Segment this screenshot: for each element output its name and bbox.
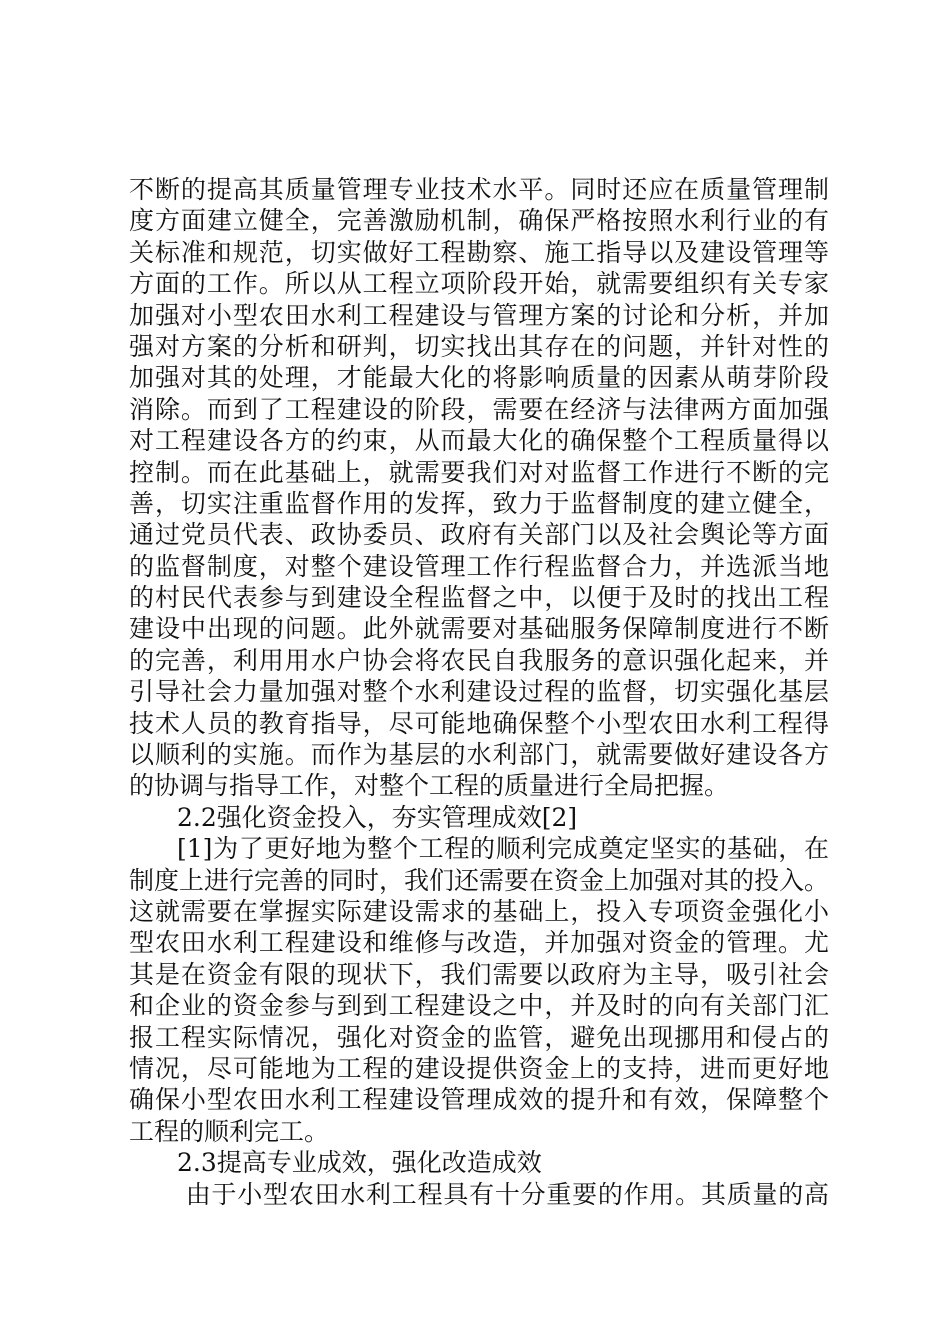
paragraph-1-line: 强对方案的分析和研判，切实找出其存在的问题，并针对性的	[129, 331, 829, 361]
paragraph-1-line: 加强对小型农田水利工程建设与管理方案的讨论和分析，并加	[129, 300, 829, 330]
paragraph-2-line: 报工程实际情况，强化对资金的监管，避免出现挪用和侵占的	[129, 1022, 829, 1052]
paragraph-1-line: 的村民代表参与到建设全程监督之中，以便于及时的找出工程	[129, 583, 829, 613]
paragraph-1-line: 关标准和规范，切实做好工程勘察、施工指导以及建设管理等	[129, 237, 829, 267]
paragraph-1-line: 的完善，利用用水户协会将农民自我服务的意识强化起来，并	[129, 645, 829, 675]
section-heading-2-2: 2.2强化资金投入，夯实管理成效[2]	[177, 802, 578, 832]
paragraph-1-line: 技术人员的教育指导，尽可能地确保整个小型农田水利工程得	[129, 708, 829, 738]
paragraph-2-line: 这就需要在掌握实际建设需求的基础上，投入专项资金强化小	[129, 896, 829, 926]
paragraph-1-line: 控制。而在此基础上，就需要我们对对监督工作进行不断的完	[129, 457, 829, 487]
paragraph-3-line: 由于小型农田水利工程具有十分重要的作用。其质量的高	[177, 1179, 829, 1209]
section-heading-2-3: 2.3提高专业成效，强化改造成效	[177, 1148, 542, 1178]
paragraph-2-line: 确保小型农田水利工程建设管理成效的提升和有效，保障整个	[129, 1085, 829, 1115]
document-body	[129, 174, 829, 1210]
paragraph-1-line: 建设中出现的问题。此外就需要对基础服务保障制度进行不断	[129, 614, 829, 644]
paragraph-2-line: 工程的顺利完工。	[129, 1116, 330, 1146]
paragraph-1-line: 通过党员代表、政协委员、政府有关部门以及社会舆论等方面	[129, 520, 829, 550]
paragraph-2-line: 制度上进行完善的同时，我们还需要在资金上加强对其的投入。	[129, 865, 830, 895]
paragraph-2-line: [1]为了更好地为整个工程的顺利完成奠定坚实的基础，在	[177, 834, 829, 864]
paragraph-2-line: 情况，尽可能地为工程的建设提供资金上的支持，进而更好地	[129, 1053, 829, 1083]
paragraph-2-line: 和企业的资金参与到到工程建设之中，并及时的向有关部门汇	[129, 991, 829, 1021]
paragraph-1-line: 善，切实注重监督作用的发挥，致力于监督制度的建立健全，	[129, 488, 829, 518]
paragraph-1-line: 对工程建设各方的约束，从而最大化的确保整个工程质量得以	[129, 426, 829, 456]
paragraph-1-line: 加强对其的处理，才能最大化的将影响质量的因素从萌芽阶段	[129, 363, 829, 393]
paragraph-1-line: 消除。而到了工程建设的阶段，需要在经济与法律两方面加强	[129, 394, 829, 424]
paragraph-2-line: 其是在资金有限的现状下，我们需要以政府为主导，吸引社会	[129, 959, 829, 989]
paragraph-1-line: 以顺利的实施。而作为基层的水利部门，就需要做好建设各方	[129, 740, 829, 770]
paragraph-1-line: 不断的提高其质量管理专业技术水平。同时还应在质量管理制	[129, 175, 829, 204]
paragraph-1-line: 的协调与指导工作，对整个工程的质量进行全局把握。	[129, 771, 730, 801]
paragraph-2-line: 型农田水利工程建设和维修与改造，并加强对资金的管理。尤	[129, 928, 829, 958]
paragraph-1-line: 度方面建立健全，完善激励机制，确保严格按照水利行业的有	[129, 206, 829, 236]
paragraph-1-line: 方面的工作。所以从工程立项阶段开始，就需要组织有关专家	[129, 269, 829, 299]
paragraph-1-line: 的监督制度，对整个建设管理工作行程监督合力，并选派当地	[129, 551, 829, 581]
paragraph-1-line: 引导社会力量加强对整个水利建设过程的监督，切实强化基层	[129, 677, 829, 707]
